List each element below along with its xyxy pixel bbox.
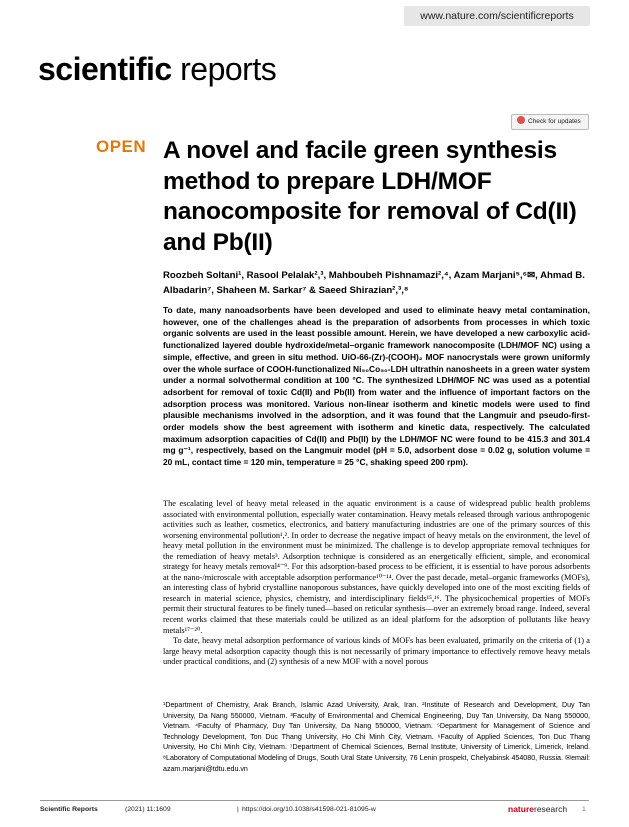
- publisher-logo-research: research: [533, 804, 568, 814]
- footer-divider: [40, 800, 589, 801]
- open-access-label: OPEN: [96, 137, 147, 156]
- page-number: 1: [582, 806, 586, 813]
- body-paragraph: The escalating level of heavy metal released in the aquatic environment is a cause of widespread public health problems associated with environmental pollution, especially water contamination. Heavy metals released through various anthropogenic activities such as leather, cosmetics, electronics, and battery manufacturing industries are one of the primary sources of this worsening environmental pollution¹,². In order to decrease the negative impact of heavy metals on the environment, the level of heavy metal pollution in the environment must be minimized. The challenge is to develop appropriate removal techniques for the remediation of heavy metals³. Adsorption technique is considered as an energetically efficient, simple, and economical strategy for heavy metals removal⁴⁻⁹. For this adsorption-based process to be efficient, it is essential to have porous adsorbents at the nano-/microscale with acceptable adsorption performance¹⁰⁻¹⁴. Over the past decade, metal–organic frameworks (MOFs), an interesting class of hybrid crystalline nanoporous substances, have quickly developed into one of the most exciting fields of research in material science, physics, chemistry, and interdisciplinary fields¹⁵,¹⁶. The physicochemical properties of MOFs permit their structural features to be finely tuned—based on reticular synthesis—over an extremely broad range. Indeed, several recent works claimed that these materials could be utilized as an ideal platform for the adsorption of pollutants like heavy metals¹⁷⁻²⁰.: [163, 499, 590, 635]
- body-text: [163, 499, 590, 668]
- publisher-logo: [508, 804, 567, 814]
- check-for-updates-label: Check for updates: [528, 118, 581, 125]
- abstract: To date, many nanoadsorbents have been developed and used to eliminate heavy metal contamination, however, one of the challenges ahead is the preparation of adsorbents from processes in which toxic organic solvents are used in the least possible amount. Herein, we have developed a new carboxylic acid-functionalized layered double hydroxide/metal–organic framework nanocomposite (LDH/MOF NC) using a simple, effective, and green in situ method. UiO-66-(Zr)-(COOH)₂ MOF nanocrystals were grown uniformly over the whole surface of COOH-functionalized Ni₅₀Co₅₀-LDH ultrathin nanosheets in a green water system under a normal solvothermal condition at 100 °C. The synthesized LDH/MOF NC was used as a potential adsorbent for removal of toxic Cd(II) and Pb(II) from water and the influence of important factors on the adsorption process was monitored. Various non-linear isotherm and kinetic models were used to find plausible mechanisms involved in the adsorption, and it was found that the Langmuir and pseudo-first-order models show the best agreement with isotherm and kinetic data, respectively. The calculated maximum adsorption capacities of Cd(II) and Pb(II) by the LDH/MOF NC were found to be 415.3 and 301.4 mg g⁻¹, respectively, based on the Langmuir model (pH = 5.0, adsorbent dose = 0.02 g, solution volume = 20 mL, contact time = 120 min, temperature = 25 °C, shaking speed 200 rpm).: [163, 305, 590, 468]
- journal-logo-bold: scientific: [38, 51, 172, 87]
- footer-journal: Scientific Reports: [40, 806, 98, 813]
- footer-separator: |: [237, 806, 239, 813]
- body-paragraph: To date, heavy metal adsorption performance of various kinds of MOFs has been evaluated, primarily on the criteria of (1) a large heavy metal adsorption capacity though this is not necessarily of primary importance to effectively remove heavy metals under practical conditions, and (2) synthesis of a new MOF with a novel porous: [163, 636, 590, 667]
- crossmark-icon: [517, 116, 525, 124]
- journal-logo-light: reports: [171, 51, 277, 87]
- affiliations: ¹Department of Chemistry, Arak Branch, Islamic Azad University, Arak, Iran. ²Institute of Research and Development, Duy Tan University, Da Nang 550000, Vietnam. ³Faculty of Environmental and Chemical Engineering, Duy Tan University, Da Nang 550000, Vietnam. ⁴Faculty of Pharmacy, Duy Tan University, Da Nang 550000, Vietnam. ⁵Department for Management of Science and Technology Development, Ton Duc Thang University, Ho Chi Minh City, Vietnam. ⁶Faculty of Applied Sciences, Ton Duc Thang University, Ho Chi Minh City, Vietnam. ⁷Department of Chemical Sciences, Bernal Institute, University of Limerick, Limerick, Ireland. ⁸Laboratory of Computational Modeling of Drugs, South Ural State University, 76 Lenin prospekt, Chelyabinsk 454080, Russia. ✉email: azam.marjani@tdtu.edu.vn: [163, 701, 590, 773]
- author-list: Roozbeh Soltani¹, Rasool Pelalak²,³, Mahboubeh Pishnamazi²,⁴, Azam Marjani⁵,⁶✉, Ahmad B. Albadarin⁷, Shaheen M. Sarkar⁷ & Saeed Shirazian²,³,⁸: [163, 270, 585, 296]
- publisher-logo-nature: nature: [508, 804, 534, 814]
- check-for-updates-button[interactable]: [511, 114, 589, 130]
- footer-year-volume: (2021) 11:1609: [125, 806, 171, 813]
- journal-logo: [38, 50, 276, 88]
- footer-doi-link[interactable]: https://doi.org/10.1038/s41598-021-81095-w: [242, 806, 376, 813]
- article-title: A novel and facile green synthesis method to prepare LDH/MOF nanocomposite for removal of Cd(II) and Pb(II): [163, 137, 577, 256]
- journal-url[interactable]: www.nature.com/scientificreports: [404, 6, 590, 26]
